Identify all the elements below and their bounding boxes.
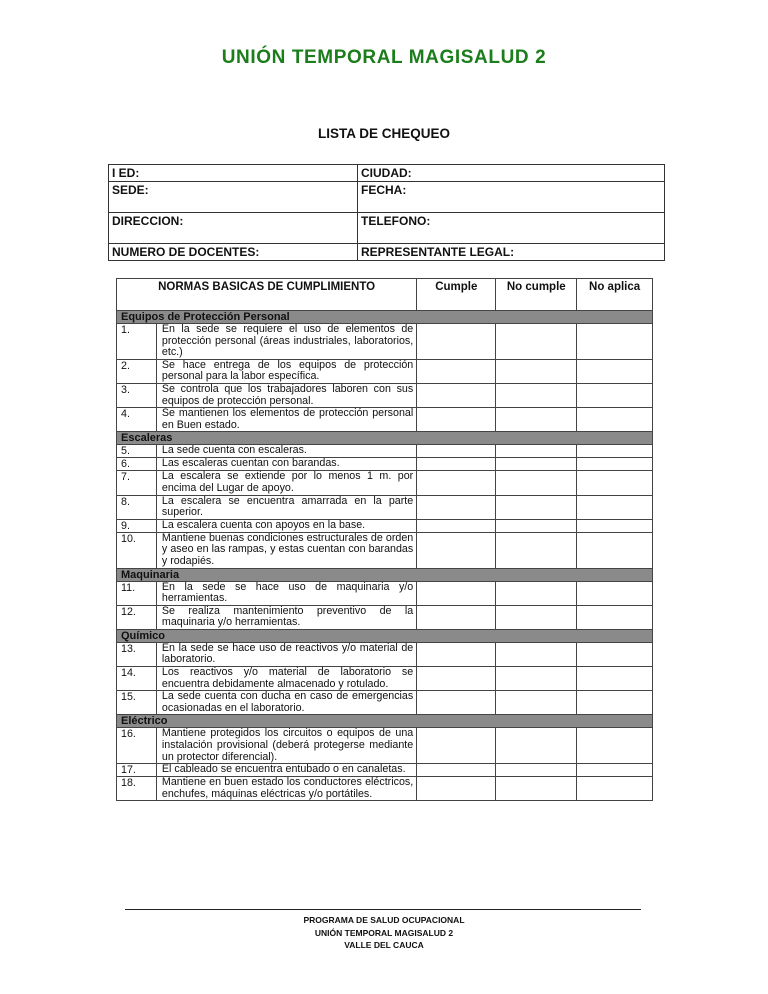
not-complies-cell[interactable] — [496, 495, 577, 519]
complies-cell[interactable] — [417, 728, 496, 764]
item-number: 8. — [117, 495, 157, 519]
section-title: Maquinaria — [117, 568, 653, 581]
item-description: La sede cuenta con ducha en caso de emergencias ocasionadas en el laboratorio. — [156, 691, 416, 715]
complies-cell[interactable] — [417, 324, 496, 360]
not-complies-cell[interactable] — [496, 519, 577, 532]
section-row — [117, 311, 653, 324]
not-complies-cell[interactable] — [496, 408, 577, 432]
not-complies-cell[interactable] — [496, 728, 577, 764]
item-number: 3. — [117, 383, 157, 407]
not-complies-cell[interactable] — [496, 532, 577, 568]
header-not-complies: No cumple — [496, 279, 577, 311]
complies-cell[interactable] — [417, 408, 496, 432]
checklist-item-row — [117, 458, 653, 471]
checklist-item-row — [117, 605, 653, 629]
section-row — [117, 629, 653, 642]
complies-cell[interactable] — [417, 691, 496, 715]
not-complies-cell[interactable] — [496, 581, 577, 605]
checklist-item-row — [117, 777, 653, 801]
checklist-item-row — [117, 471, 653, 495]
institution-info-table — [108, 164, 665, 261]
checklist-item-row — [117, 581, 653, 605]
item-description: La escalera se extiende por lo menos 1 m. por encima del Lugar de apoyo. — [156, 471, 416, 495]
not-applicable-cell[interactable] — [577, 471, 653, 495]
complies-cell[interactable] — [417, 642, 496, 666]
complies-cell[interactable] — [417, 667, 496, 691]
complies-cell[interactable] — [417, 471, 496, 495]
checklist-item-row — [117, 691, 653, 715]
not-complies-cell[interactable] — [496, 359, 577, 383]
complies-cell[interactable] — [417, 519, 496, 532]
item-number: 1. — [117, 324, 157, 360]
item-number: 17. — [117, 764, 157, 777]
item-description: En la sede se hace uso de reactivos y/o material de laboratorio. — [156, 642, 416, 666]
not-applicable-cell[interactable] — [577, 728, 653, 764]
not-complies-cell[interactable] — [496, 691, 577, 715]
checklist-item-row — [117, 324, 653, 360]
item-number: 15. — [117, 691, 157, 715]
checklist-item-row — [117, 519, 653, 532]
item-description: En la sede se requiere el uso de elementos de protección personal (áreas industriales, laboratorios, etc.) — [156, 324, 416, 360]
organization-title: UNIÓN TEMPORAL MAGISALUD 2 — [221, 47, 547, 68]
item-number: 18. — [117, 777, 157, 801]
item-number: 6. — [117, 458, 157, 471]
item-number: 9. — [117, 519, 157, 532]
not-complies-cell[interactable] — [496, 471, 577, 495]
checklist-table — [116, 278, 653, 801]
item-description: La escalera cuenta con apoyos en la base. — [156, 519, 416, 532]
footer-program: PROGRAMA DE SALUD OCUPACIONAL — [303, 915, 465, 925]
not-complies-cell[interactable] — [496, 777, 577, 801]
checklist-item-row — [117, 728, 653, 764]
complies-cell[interactable] — [417, 777, 496, 801]
footer-divider — [125, 909, 641, 910]
item-description: Mantiene buenas condiciones estructurales de orden y aseo en las rampas, y estas cuentan con barandas y rodapiés. — [156, 532, 416, 568]
complies-cell[interactable] — [417, 764, 496, 777]
not-applicable-cell[interactable] — [577, 408, 653, 432]
item-number: 10. — [117, 532, 157, 568]
item-number: 16. — [117, 728, 157, 764]
not-complies-cell[interactable] — [496, 383, 577, 407]
checklist-item-row — [117, 667, 653, 691]
item-number: 4. — [117, 408, 157, 432]
field-sede[interactable]: SEDE: — [109, 182, 358, 213]
header-complies: Cumple — [417, 279, 496, 311]
complies-cell[interactable] — [417, 581, 496, 605]
not-applicable-cell[interactable] — [577, 642, 653, 666]
checklist-item-row — [117, 532, 653, 568]
item-number: 14. — [117, 667, 157, 691]
not-complies-cell[interactable] — [496, 764, 577, 777]
item-description: El cableado se encuentra entubado o en canaletas. — [156, 764, 416, 777]
checklist-item-row — [117, 408, 653, 432]
checklist-item-row — [117, 359, 653, 383]
item-description: Se controla que los trabajadores laboren con sus equipos de protección personal. — [156, 383, 416, 407]
section-row — [117, 432, 653, 445]
not-complies-cell[interactable] — [496, 642, 577, 666]
item-description: Mantiene en buen estado los conductores eléctricos, enchufes, máquinas eléctricas y/o portátiles. — [156, 777, 416, 801]
complies-cell[interactable] — [417, 359, 496, 383]
footer-region: VALLE DEL CAUCA — [344, 940, 424, 950]
not-complies-cell[interactable] — [496, 667, 577, 691]
not-applicable-cell[interactable] — [577, 383, 653, 407]
page-footer — [0, 914, 768, 952]
checklist-item-row — [117, 642, 653, 666]
not-applicable-cell[interactable] — [577, 764, 653, 777]
field-ciudad[interactable]: CIUDAD: — [358, 165, 665, 182]
section-title: Eléctrico — [117, 715, 653, 728]
not-applicable-cell[interactable] — [577, 519, 653, 532]
item-number: 5. — [117, 445, 157, 458]
item-description: La escalera se encuentra amarrada en la parte superior. — [156, 495, 416, 519]
complies-cell[interactable] — [417, 458, 496, 471]
section-title: Químico — [117, 629, 653, 642]
field-ied[interactable]: I ED: — [109, 165, 358, 182]
checklist-item-row — [117, 495, 653, 519]
header-not-applicable: No aplica — [577, 279, 653, 311]
not-applicable-cell[interactable] — [577, 495, 653, 519]
item-description: Se mantienen los elementos de protección personal en Buen estado. — [156, 408, 416, 432]
not-applicable-cell[interactable] — [577, 777, 653, 801]
item-number: 12. — [117, 605, 157, 629]
not-applicable-cell[interactable] — [577, 605, 653, 629]
not-complies-cell[interactable] — [496, 605, 577, 629]
complies-cell[interactable] — [417, 445, 496, 458]
item-description: Mantiene protegidos los circuitos o equipos de una instalación provisional (deberá protegerse mediante un protector diferencial). — [156, 728, 416, 764]
not-complies-cell[interactable] — [496, 445, 577, 458]
item-description: En la sede se hace uso de maquinaria y/o herramientas. — [156, 581, 416, 605]
not-complies-cell[interactable] — [496, 324, 577, 360]
field-telefono[interactable]: TELEFONO: — [358, 213, 665, 244]
not-applicable-cell[interactable] — [577, 445, 653, 458]
section-row — [117, 715, 653, 728]
item-number: 11. — [117, 581, 157, 605]
checklist-header-row — [117, 279, 653, 311]
item-description: Se realiza mantenimiento preventivo de la maquinaria y/o herramientas. — [156, 605, 416, 629]
item-description: Se hace entrega de los equipos de protección personal para la labor específica. — [156, 359, 416, 383]
not-applicable-cell[interactable] — [577, 458, 653, 471]
footer-organization: UNIÓN TEMPORAL MAGISALUD 2 — [314, 927, 454, 938]
section-title: Escaleras — [117, 432, 653, 445]
field-direccion[interactable]: DIRECCION: — [109, 213, 358, 244]
complies-cell[interactable] — [417, 532, 496, 568]
checklist-item-row — [117, 764, 653, 777]
complies-cell[interactable] — [417, 495, 496, 519]
item-number: 7. — [117, 471, 157, 495]
field-representante-legal[interactable]: REPRESENTANTE LEGAL: — [358, 244, 665, 261]
not-applicable-cell[interactable] — [577, 581, 653, 605]
section-title: Equipos de Protección Personal — [117, 311, 653, 324]
field-numero-docentes[interactable]: NUMERO DE DOCENTES: — [109, 244, 358, 261]
not-applicable-cell[interactable] — [577, 691, 653, 715]
not-applicable-cell[interactable] — [577, 667, 653, 691]
item-number: 13. — [117, 642, 157, 666]
section-row — [117, 568, 653, 581]
not-complies-cell[interactable] — [496, 458, 577, 471]
item-description: Las escaleras cuentan con barandas. — [156, 458, 416, 471]
complies-cell[interactable] — [417, 383, 496, 407]
field-fecha[interactable]: FECHA: — [358, 182, 665, 213]
item-number: 2. — [117, 359, 157, 383]
document-title: LISTA DE CHEQUEO — [317, 126, 450, 141]
complies-cell[interactable] — [417, 605, 496, 629]
not-applicable-cell[interactable] — [577, 324, 653, 360]
checklist-item-row — [117, 445, 653, 458]
header-norms: NORMAS BASICAS DE CUMPLIMIENTO — [117, 279, 417, 311]
not-applicable-cell[interactable] — [577, 532, 653, 568]
not-applicable-cell[interactable] — [577, 359, 653, 383]
item-description: Los reactivos y/o material de laboratorio se encuentra debidamente almacenado y rotulado. — [156, 667, 416, 691]
checklist-item-row — [117, 383, 653, 407]
item-description: La sede cuenta con escaleras. — [156, 445, 416, 458]
